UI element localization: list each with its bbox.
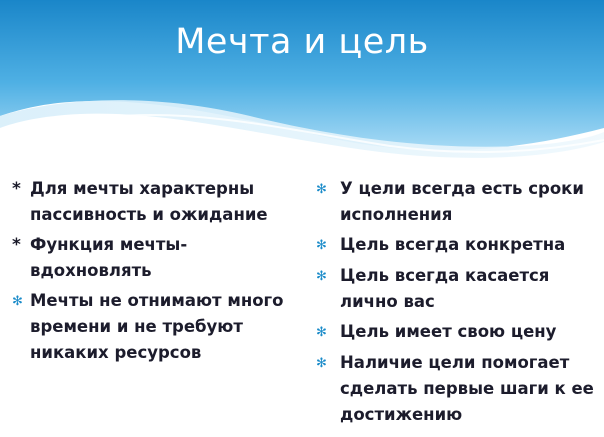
right-column-list bbox=[316, 176, 596, 432]
asterisk-bullet-icon: ✻ bbox=[316, 238, 327, 253]
list-item bbox=[316, 176, 596, 228]
asterisk-bullet-icon: ✻ bbox=[316, 269, 327, 284]
slide-title: Мечта и цель bbox=[175, 22, 429, 62]
list-item-text: Цель всегда конкретна bbox=[340, 235, 566, 254]
list-item-text: Для мечты характерны пассивность и ожидание bbox=[30, 179, 268, 224]
list-item bbox=[12, 176, 294, 228]
list-item bbox=[316, 232, 596, 259]
asterisk-bullet-icon: ✻ bbox=[316, 356, 327, 371]
star-bullet-icon: * bbox=[12, 179, 21, 199]
list-item-text: У цели всегда есть сроки исполнения bbox=[340, 179, 584, 224]
list-item bbox=[12, 288, 294, 366]
list-item-text: Цель всегда касается лично вас bbox=[340, 266, 550, 311]
asterisk-bullet-icon: ✻ bbox=[316, 325, 327, 340]
list-item bbox=[316, 319, 596, 346]
list-item bbox=[316, 350, 596, 428]
star-bullet-icon: * bbox=[12, 235, 21, 255]
left-column-list bbox=[12, 176, 294, 370]
list-item bbox=[12, 232, 294, 284]
asterisk-bullet-icon: ✻ bbox=[316, 182, 327, 197]
list-item-text: Мечты не отнимают много времени и не требуют никаких ресурсов bbox=[30, 291, 284, 362]
list-item-text: Функция мечты- вдохновлять bbox=[30, 235, 188, 280]
asterisk-bullet-icon: ✻ bbox=[12, 294, 23, 309]
list-item bbox=[316, 263, 596, 315]
list-item-text: Наличие цели помогает сделать первые шаги к ее достижению bbox=[340, 353, 594, 424]
list-item-text: Цель имеет свою цену bbox=[340, 322, 557, 341]
